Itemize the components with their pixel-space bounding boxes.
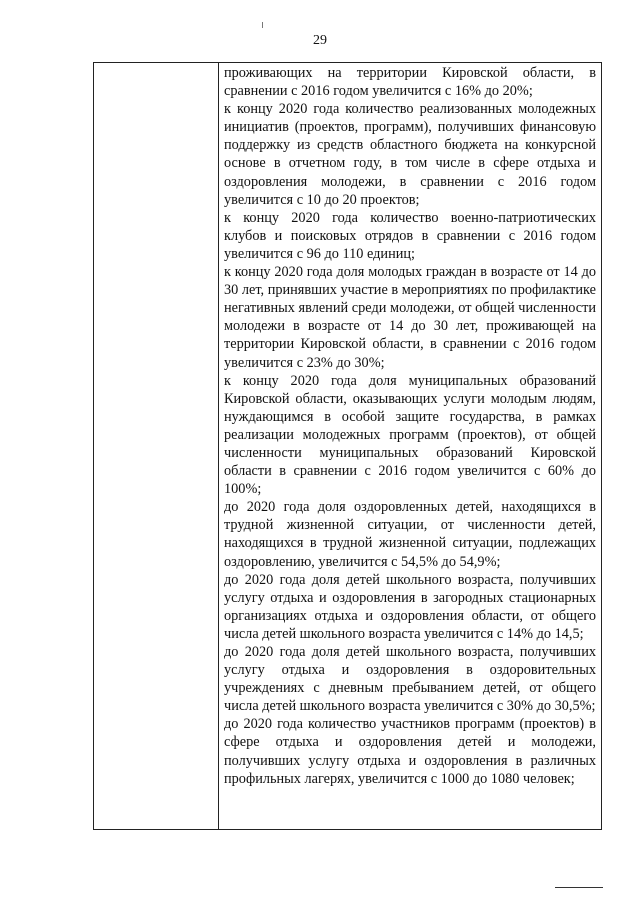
indicator-paragraph: до 2020 года количество участников программ (проектов) в сфере отдыха и оздоровления детей и молодежи, получивших услугу отдыха и оздоровления в различных профильных лагерях, увеличится с 1000 до 1080 человек;	[224, 716, 596, 787]
table-left-cell	[94, 63, 219, 829]
page-number: 29	[313, 33, 327, 48]
indicator-paragraph: до 2020 года доля детей школьного возраста, получивших услугу отдыха и оздоровления в загородных стационарных организациях отдыха и оздоровления области, от общего числа детей школьного возраста увеличится с 14% до 14,5;	[224, 571, 596, 642]
indicator-paragraph: к концу 2020 года доля молодых граждан в возрасте от 14 до 30 лет, принявших участие в мероприятиях по профилактике негативных явлений среди молодежи, от общей численности молодежи в возрасте от 14 до 30 лет, проживающей на территории Кировской области, в сравнении с 2016 годом увеличится с 23% до 30%;	[224, 264, 596, 371]
indicator-paragraph: к концу 2020 года количество военно-патриотических клубов и поисковых отрядов в сравнении с 2016 годом увеличится с 96 до 110 единиц;	[224, 209, 596, 262]
signature-line	[555, 887, 603, 888]
indicator-paragraph: к концу 2020 года доля муниципальных образований Кировской области, оказывающих услуги молодым людям, нуждающимся в особой защите государства, в рамках реализации молодежных программ (проектов), от общей численности муниципальных образований Кировской области в сравнении с 2016 годом увеличится с 60% до 100%;	[224, 372, 596, 498]
scan-mark	[262, 22, 263, 28]
indicator-paragraph: до 2020 года доля оздоровленных детей, находящихся в трудной жизненной ситуации, от численности детей, находящихся в трудной жизненной ситуации, подлежащих оздоровлению, увеличится с 54,5% до 54,9%;	[224, 499, 596, 570]
table-right-cell	[219, 63, 601, 829]
indicator-paragraph: до 2020 года доля детей школьного возраста, получивших услугу отдыха и оздоровления в оздоровительных учреждениях с дневным пребыванием детей, от общего числа детей школьного возраста увеличится с 30% до 30,5%;	[224, 644, 596, 715]
indicator-paragraph: к концу 2020 года количество реализованных молодежных инициатив (проектов, программ), получивших финансовую поддержку из средств областного бюджета на конкурсной основе в отчетном году, в том числе в сфере отдыха и оздоровления молодежи, в сравнении с 2016 годом увеличится с 10 до 20 проектов;	[224, 101, 596, 208]
document-table	[93, 62, 602, 830]
indicator-paragraph: проживающих на территории Кировской области, в сравнении с 2016 годом увеличится с 16% до 20%;	[224, 65, 596, 100]
